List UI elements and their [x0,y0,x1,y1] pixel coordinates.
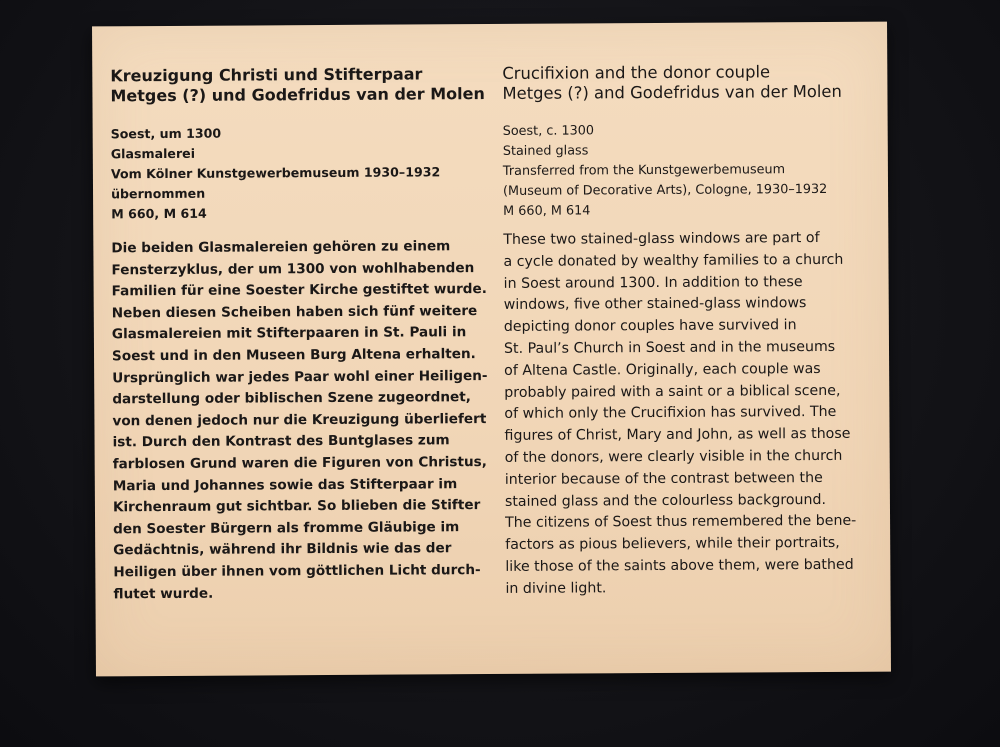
german-title-line: Metges (?) und Godefridus van der Molen [110,84,485,106]
english-title-line: Crucifixion and the donor couple [502,62,771,83]
body-line: interior because of the contrast between the [504,469,823,488]
body-line: in Soest around 1300. In addition to these [503,273,803,292]
german-meta-provenance: übernommen [110,185,206,202]
body-line: Glasmalereien mit Stifterpaaren in St. Pauli in [111,324,467,343]
body-line: Fensterzyklus, der um 1300 von wohlhabenden [111,259,475,278]
german-column [110,24,488,602]
english-body-text [503,228,856,601]
english-column [502,22,877,597]
body-line: ist. Durch den Kontrast des Buntglases zum [112,432,450,451]
body-line: Maria und Johannes sowie das Stifterpaar im [112,475,458,494]
body-line: of which only the Crucifixion has survived. The [504,404,837,423]
english-meta [503,120,828,222]
body-line: St. Paul’s Church in Soest and in the museums [503,338,836,357]
english-title-line: Metges (?) and Godefridus van der Molen [502,81,842,103]
german-title [110,64,485,106]
body-line: Gedächtnis, während ihr Bildnis wie das der [113,540,452,559]
english-meta-provenance: Transferred from the Kunstgewerbemuseum [502,162,786,179]
body-line: Soest und in den Museen Burg Altena erhalten. [111,346,476,365]
english-meta-provenance: (Museum of Decorative Arts), Cologne, 1930–1932 [502,181,828,199]
german-title-line: Kreuzigung Christi und Stifterpaar [110,64,423,86]
body-line: a cycle donated by wealthy families to a church [503,251,844,270]
body-line: depicting donor couples have survived in [503,317,797,336]
museum-placard [92,22,891,677]
body-line: Neben diesen Scheiben haben sich fünf weitere [111,302,478,322]
body-line: in divine light. [505,580,607,597]
german-body-text [111,236,489,605]
body-line: darstellung oder biblischen Szene zugeordnet, [112,389,471,408]
german-meta [111,122,441,224]
body-line: figures of Christ, Mary and John, as well as those [504,425,851,445]
body-line: den Soester Bürgern als fromme Gläubige im [113,518,460,538]
body-line: Kirchenraum gut sichtbar. So blieben die Stifter [112,497,481,516]
english-title [502,62,842,104]
body-line: These two stained-glass windows are part of [503,229,820,248]
body-line: farblosen Grund waren die Figuren von Christus, [112,453,487,473]
body-line: Die beiden Glasmalereien gehören zu einem [111,238,451,257]
german-meta-medium: Glasmalerei [110,145,196,162]
body-line: flutet wurde. [113,585,214,602]
body-line: like those of the saints above them, were bathed [505,556,854,575]
body-line: von denen jedoch nur die Kreuzigung überliefert [112,410,487,430]
body-line: of Altena Castle. Originally, each couple was [504,360,821,379]
body-line: probably paired with a saint or a biblical scene, [504,382,841,401]
german-meta-provenance: Vom Kölner Kunstgewerbemuseum 1930–1932 [110,164,441,182]
german-meta-location-date: Soest, um 1300 [110,125,222,142]
body-line: factors as pious believers, while their portraits, [505,535,840,554]
body-line: stained glass and the colourless background. [504,491,827,510]
body-line: Familien für eine Soester Kirche gestiftet wurde. [111,281,487,300]
body-line: of the donors, were clearly visible in the church [504,447,843,466]
english-meta-inventory: M 660, M 614 [503,203,591,219]
body-line: windows, five other stained-glass windows [503,295,807,314]
german-meta-inventory: M 660, M 614 [111,205,207,222]
body-line: The citizens of Soest thus remembered the bene- [505,513,857,532]
body-line: Ursprünglich war jedes Paar wohl einer Heiligen- [112,367,488,386]
english-meta-medium: Stained glass [502,143,589,159]
english-meta-location-date: Soest, c. 1300 [502,123,595,139]
body-line: Heiligen über ihnen vom göttlichen Licht durch- [113,561,481,581]
